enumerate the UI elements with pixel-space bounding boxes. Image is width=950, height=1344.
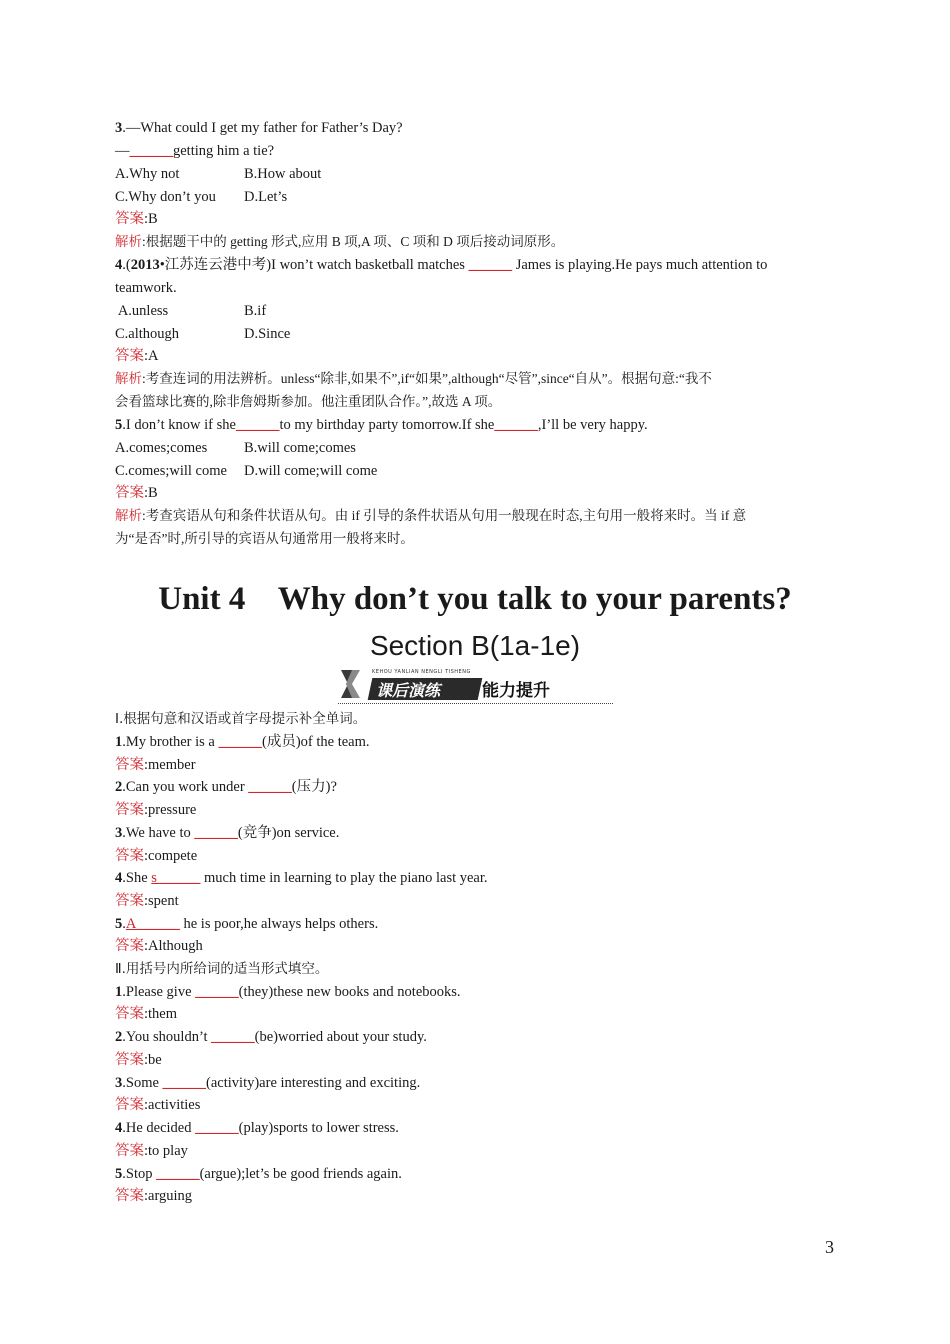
p2-q4: 4.He decided ______(play)sports to lower stress. [115,1120,399,1136]
p1-q3: 3.We have to ______(竞争)on service. [115,825,340,841]
q3-line2: —______getting him a tie? [115,143,275,159]
p2-q3: 3.Some ______(activity)are interesting and exciting. [115,1075,421,1091]
q5-stem: 5.I don’t know if she______to my birthday party tomorrow.If she______,I’ll be very happy. [115,417,648,433]
banner-logo-icon [338,668,372,700]
section-title: Section B(1a-1e) [369,630,581,661]
q5-options-cd: C.comes;will come D.will come;will come [115,463,378,479]
q5-options-ab: A.comes;comes B.will come;comes [115,440,356,456]
practice-banner [338,666,613,704]
q3-stem: 3.—What could I get my father for Father’s Day? [115,120,403,136]
q5-answer: 答案:B [115,485,158,501]
q4-options-ab: A.unless B.if [115,303,267,319]
q5-explanation: 解析:考查宾语从句和条件状语从句。由 if 引导的条件状语从句用一般现在时态,主句用一般将来时。当 if 意 [115,508,747,523]
p2-a3: 答案:activities [115,1097,201,1113]
p2-a4: 答案:to play [115,1143,188,1159]
q3-explanation: 解析:根据题干中的 getting 形式,应用 B 项,A 项、C 项和 D 项后接动词原形。 [115,234,565,249]
p1-a5: 答案:Although [115,938,203,954]
q4-stem: 4.(2013•江苏连云港中考)I won’t watch basketball matches ______ James is playing.He pays much attention to [115,257,768,273]
banner-rule [338,703,613,704]
p1-a1: 答案:member [115,757,196,773]
banner-pinyin: KEHOU YANLIAN NENGLI TISHENG [372,669,471,675]
q3-options-ab: A.Why not B.How about [115,166,322,182]
p1-q2: 2.Can you work under ______(压力)? [115,779,337,795]
part2-heading: Ⅱ.用括号内所给词的适当形式填空。 [115,961,329,977]
q3-options-cd: C.Why don’t you D.Let’s [115,189,288,205]
page-number: 3 [825,1237,834,1257]
q4-explanation-line2: 会看篮球比赛的,除非詹姆斯参加。他注重团队合作。”,故选 A 项。 [115,394,502,409]
q3-answer: 答案:B [115,211,158,227]
q4-stem-line2: teamwork. [115,280,177,296]
q5-explanation-line2: 为“是否”时,所引导的宾语从句通常用一般将来时。 [115,531,414,546]
p2-q2: 2.You shouldn’t ______(be)worried about your study. [115,1029,427,1045]
q4-options-cd: C.although D.Since [115,326,291,342]
banner-right-text: 能力提升 [482,681,550,701]
q4-explanation: 解析:考查连词的用法辨析。unless“除非,如果不”,if“如果”,although“尽管”,since“自从”。根据句意:“我不 [115,371,712,386]
p2-q5: 5.Stop ______(argue);let’s be good friends again. [115,1166,402,1182]
unit-title: Unit 4 Why don’t you talk to your parents? [158,581,792,617]
p1-q5: 5.A______ he is poor,he always helps others. [115,916,379,932]
p2-a2: 答案:be [115,1052,162,1068]
p1-a2: 答案:pressure [115,802,197,818]
p1-a4: 答案:spent [115,893,179,909]
q4-answer: 答案:A [115,348,159,364]
banner-left-text: 课后演练 [376,681,441,700]
p1-q1: 1.My brother is a ______(成员)of the team. [115,734,370,750]
p1-a3: 答案:compete [115,848,198,864]
p1-q4: 4.She s______ much time in learning to play the piano last year. [115,870,488,886]
p2-q1: 1.Please give ______(they)these new books and notebooks. [115,984,461,1000]
p2-a5: 答案:arguing [115,1188,193,1204]
p2-a1: 答案:them [115,1006,178,1022]
part1-heading: Ⅰ.根据句意和汉语或首字母提示补全单词。 [115,711,367,727]
